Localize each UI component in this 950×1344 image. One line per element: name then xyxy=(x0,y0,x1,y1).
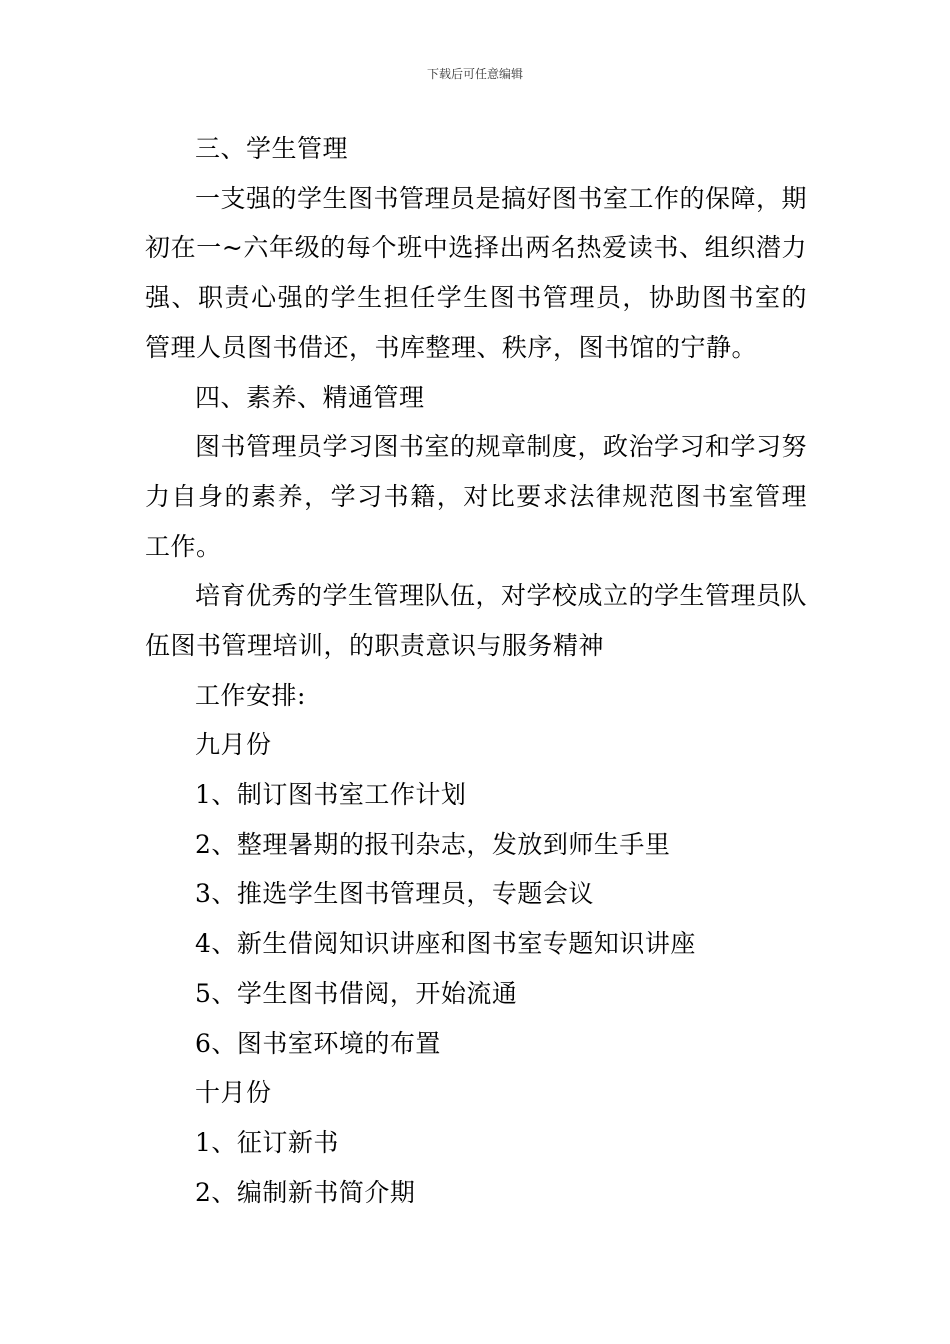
list-item: 5、学生图书借阅，开始流通 xyxy=(195,978,518,1008)
month-heading: 九月份 xyxy=(195,730,272,760)
month-heading: 十月份 xyxy=(195,1078,272,1108)
header-note: 下载后可任意编辑 xyxy=(426,67,523,81)
list-item: 2、编制新书简介期 xyxy=(195,1177,416,1207)
list-item: 1、制订图书室工作计划 xyxy=(195,780,467,810)
paragraph: 一支强的学生图书管理员是搞好图书室工作的保障，期初在一~六年级的每个班中选择出两名热爱读书、组织潜力强、职责心强的学生担任学生图书管理员，协助图书室的管理人员图书借还，书库整理、秩序，图书馆的宁静。 xyxy=(145,183,808,362)
paragraph: 图书管理员学习图书室的规章制度，政治学习和学习努力自身的素养，学习书籍，对比要求法律规范图书室管理工作。 xyxy=(145,432,808,561)
list-item: 3、推选学生图书管理员，专题会议 xyxy=(195,879,594,909)
list-item: 2、整理暑期的报刊杂志，发放到师生手里 xyxy=(195,829,671,859)
list-item: 1、征订新书 xyxy=(195,1127,339,1157)
list-item: 6、图书室环境的布置 xyxy=(195,1028,441,1058)
paragraph: 培育优秀的学生管理队伍，对学校成立的学生管理员队伍图书管理培训，的职责意识与服务精神 xyxy=(145,581,808,660)
list-item: 4、新生借阅知识讲座和图书室专题知识讲座 xyxy=(195,929,696,959)
document-body xyxy=(145,124,807,1217)
section-heading: 四、素养、精通管理 xyxy=(195,382,425,412)
section-heading: 三、学生管理 xyxy=(195,134,349,163)
work-plan-heading: 工作安排: xyxy=(195,680,306,710)
